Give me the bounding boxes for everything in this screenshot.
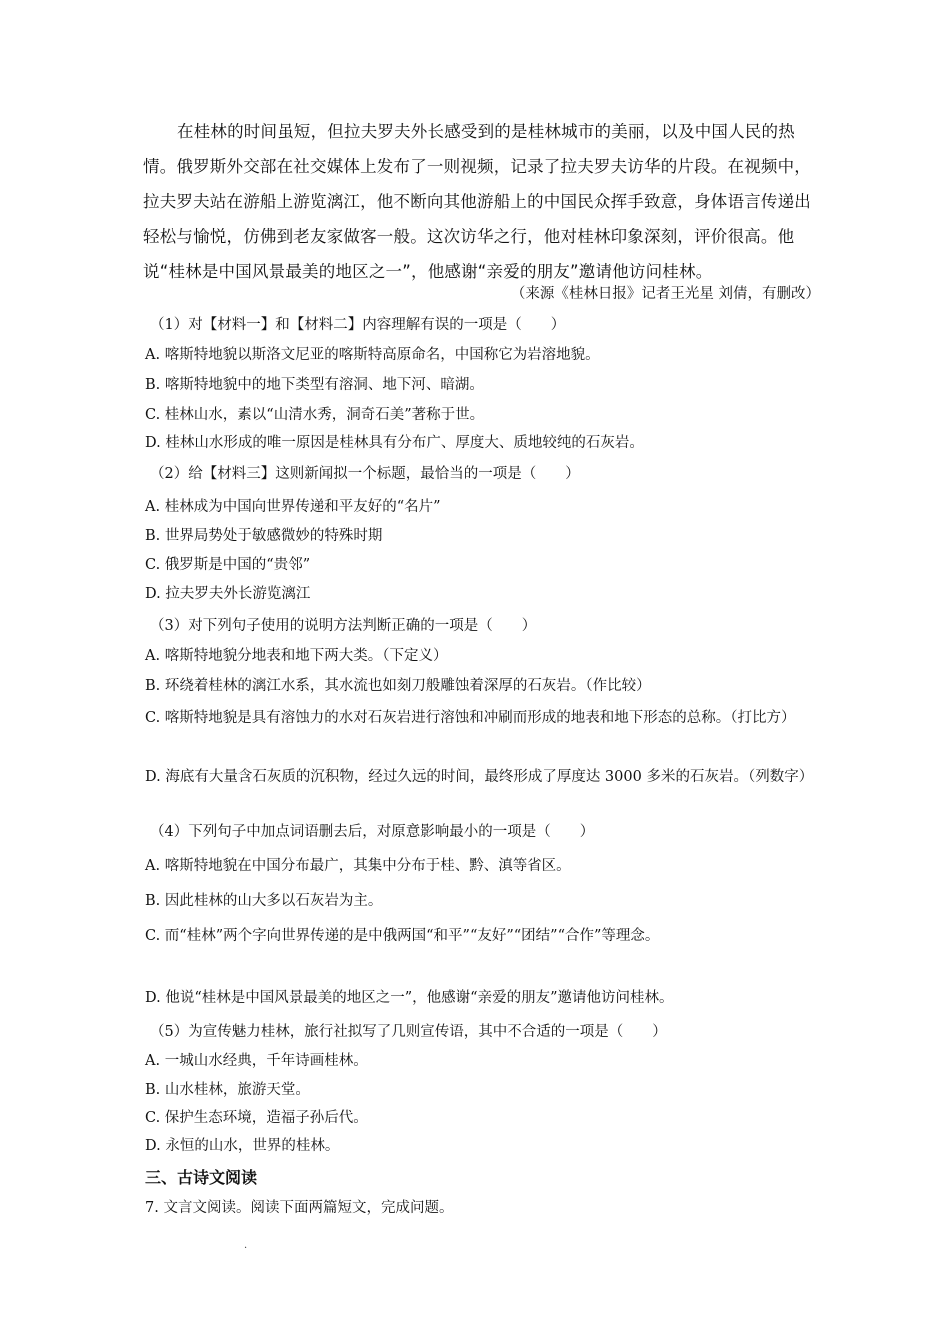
question-2-option-c: C. 俄罗斯是中国的“贵邻” [145,557,311,573]
question-5-option-a: A. 一城山水经典，千年诗画桂林。 [145,1053,368,1069]
question-2-option-a: A. 桂林成为中国向世界传递和平友好的“名片” [145,499,441,515]
question-5-stem: （5）为宣传魅力桂林，旅行社拟写了几则宣传语，其中不合适的一项是（ ） [150,1024,667,1040]
question-4-stem: （4）下列句子中加点词语删去后，对原意影响最小的一项是（ ） [150,824,595,840]
question-4-option-d: D. 他说“桂林是中国风景最美的地区之一”，他感谢“亲爱的朋友”邀请他访问桂林。 [145,990,674,1006]
question-1-stem: （1）对【材料一】和【材料二】内容理解有误的一项是（ ） [150,317,566,333]
question-4-option-a: A. 喀斯特地貌在中国分布最广，其集中分布于桂、黔、滇等省区。 [145,858,571,874]
passage-source: （来源《桂林日报》记者王光星 刘倩，有删改） [510,286,820,302]
question-1-option-c: C. 桂林山水，素以“山清水秀，洞奇石美”著称于世。 [145,407,485,423]
question-5-option-d: D. 永恒的山水，世界的桂林。 [145,1138,340,1154]
question-3-stem: （3）对下列句子使用的说明方法判断正确的一项是（ ） [150,618,537,634]
section-heading: 三、古诗文阅读 [145,1168,258,1187]
material-three-passage [143,114,823,289]
question-3-option-b: B. 环绕着桂林的漓江水系，其水流也如刻刀般雕蚀着深厚的石灰岩。（作比较） [145,678,651,694]
question-1-option-a: A. 喀斯特地貌以斯洛文尼亚的喀斯特高原命名，中国称它为岩溶地貌。 [145,347,600,363]
question-3-option-d: D. 海底有大量含石灰质的沉积物，经过久远的时间，最终形成了厚度达 3000 多米的石灰岩。（列数字） [145,769,814,785]
question-1-option-d: D. 桂林山水形成的唯一原因是桂林具有分布广、厚度大、质地较纯的石灰岩。 [145,435,644,451]
question-7-stem: 7. 文言文阅读。阅读下面两篇短文，完成问题。 [145,1200,454,1216]
question-5-option-b: B. 山水桂林，旅游天堂。 [145,1082,310,1098]
question-2-option-d: D. 拉夫罗夫外长游览漓江 [145,586,311,602]
question-1-option-b: B. 喀斯特地貌中的地下类型有溶洞、地下河、暗湖。 [145,377,484,393]
question-4-option-b: B. 因此桂林的山大多以石灰岩为主。 [145,893,383,909]
question-3-option-c: C. 喀斯特地貌是具有溶蚀力的水对石灰岩进行溶蚀和冲刷而形成的地表和地下形态的总称。（打比方） [145,710,796,726]
question-5-option-c: C. 保护生态环境，造福子孙后代。 [145,1110,368,1126]
question-2-stem: （2）给【材料三】这则新闻拟一个标题，最恰当的一项是（ ） [150,466,580,482]
question-4-option-c: C. 而“桂林”两个字向世界传递的是中俄两国“和平”“友好”“团结”“合作”等理念。 [145,928,660,944]
question-3-option-a: A. 喀斯特地貌分地表和地下两大类。（下定义） [145,648,448,664]
passage-text: 在桂林的时间虽短，但拉夫罗夫外长感受到的是桂林城市的美丽，以及中国人民的热情。俄罗斯外交部在社交媒体上发布了一则视频，记录了拉夫罗夫访华的片段。在视频中，拉夫罗夫站在游船上游览漓江，他不断向其他游船上的中国民众挥手致意，身体语言传递出轻松与愉悦，仿佛到老友家做客一般。这次访华之行，他对桂林印象深刻，评价很高。他说“桂林是中国风景最美的地区之一”，他感谢“亲爱的朋友”邀请他访问桂林。 [143,122,811,281]
question-2-option-b: B. 世界局势处于敏感微妙的特殊时期 [145,528,383,544]
stray-mark: · [244,1243,248,1254]
